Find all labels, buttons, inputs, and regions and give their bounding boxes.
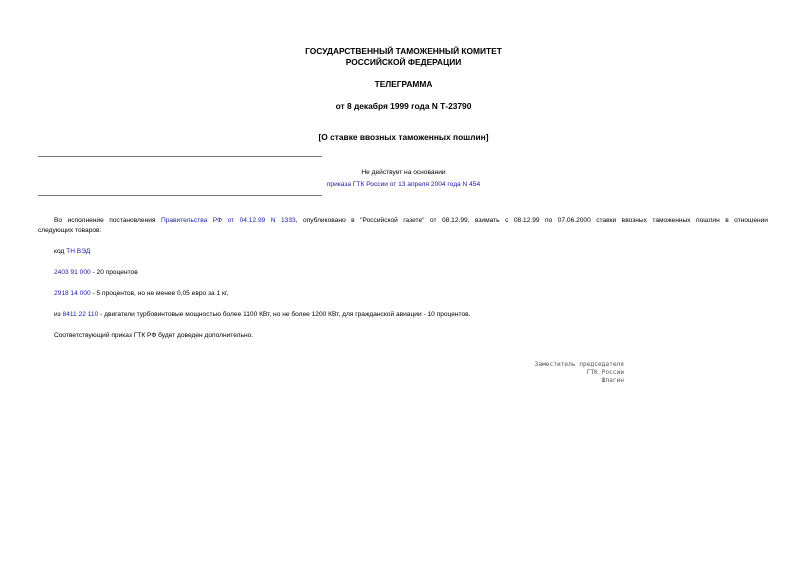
item3-text: - двигатели турбовинтовые мощностью более 1100 КВт, но не более 1200 КВт, для гражданской авиации - 10 процентов.: [98, 311, 471, 318]
closing-paragraph: Соответствующий приказ ГТК РФ будет доведен дополнительно.: [54, 332, 254, 339]
document-date-number: от 8 декабря 1999 года N Т-23790: [335, 101, 472, 111]
list-item: [54, 289, 228, 299]
code-2918-link[interactable]: 2918 14 000: [54, 290, 91, 297]
header-committee: ГОСУДАРСТВЕННЫЙ ТАМОЖЕННЫЙ КОМИТЕТ: [305, 46, 502, 56]
signature-name: Шпагин: [601, 377, 624, 384]
header-federation: РОССИЙСКОЙ ФЕДЕРАЦИИ: [345, 57, 462, 67]
list-item: [54, 310, 471, 320]
list-item: [54, 268, 138, 278]
status-note: Не действует на основании: [361, 169, 446, 176]
code-prefix: код: [54, 248, 67, 255]
item3-prefix: из: [54, 311, 63, 318]
intro-second-line: следующих товаров:: [38, 227, 102, 234]
document-type: ТЕЛЕГРАММА: [374, 79, 433, 89]
status-note-link-line: [0, 180, 807, 190]
document-subject: [О ставке ввозных таможенных пошлин]: [318, 132, 489, 142]
intro-rest: , опубликовано в "Российской газете" от 08.12.99, взимать с 08.12.99 по 07.06.2000 ставки ввозных таможенных пошлин в отношении: [295, 217, 768, 224]
code-8411-link[interactable]: 8411 22 110: [62, 311, 99, 318]
code-label-line: [54, 247, 90, 257]
intro-paragraph: [38, 216, 768, 236]
signature-org: ГТК России: [586, 369, 624, 376]
intro-first-line: [38, 216, 768, 226]
signature-position: Заместитель председателя: [534, 361, 624, 368]
code-2403-link[interactable]: 2403 91 000: [54, 269, 91, 276]
divider-bottom: [38, 195, 322, 196]
tn-ved-link[interactable]: ТН ВЭД: [66, 248, 91, 255]
divider-top: [38, 156, 322, 157]
government-decree-link[interactable]: Правительства РФ от 04.12.99 N 1333: [160, 217, 296, 224]
repeal-order-link[interactable]: приказа ГТК России от 13 апреля 2004 года N 454: [326, 181, 481, 188]
intro-prefix: Во исполнение постановления: [54, 217, 161, 224]
item2-text: - 5 процентов, но не менее 0,05 евро за 1 кг,: [90, 290, 229, 297]
item1-text: - 20 процентов: [90, 269, 138, 276]
